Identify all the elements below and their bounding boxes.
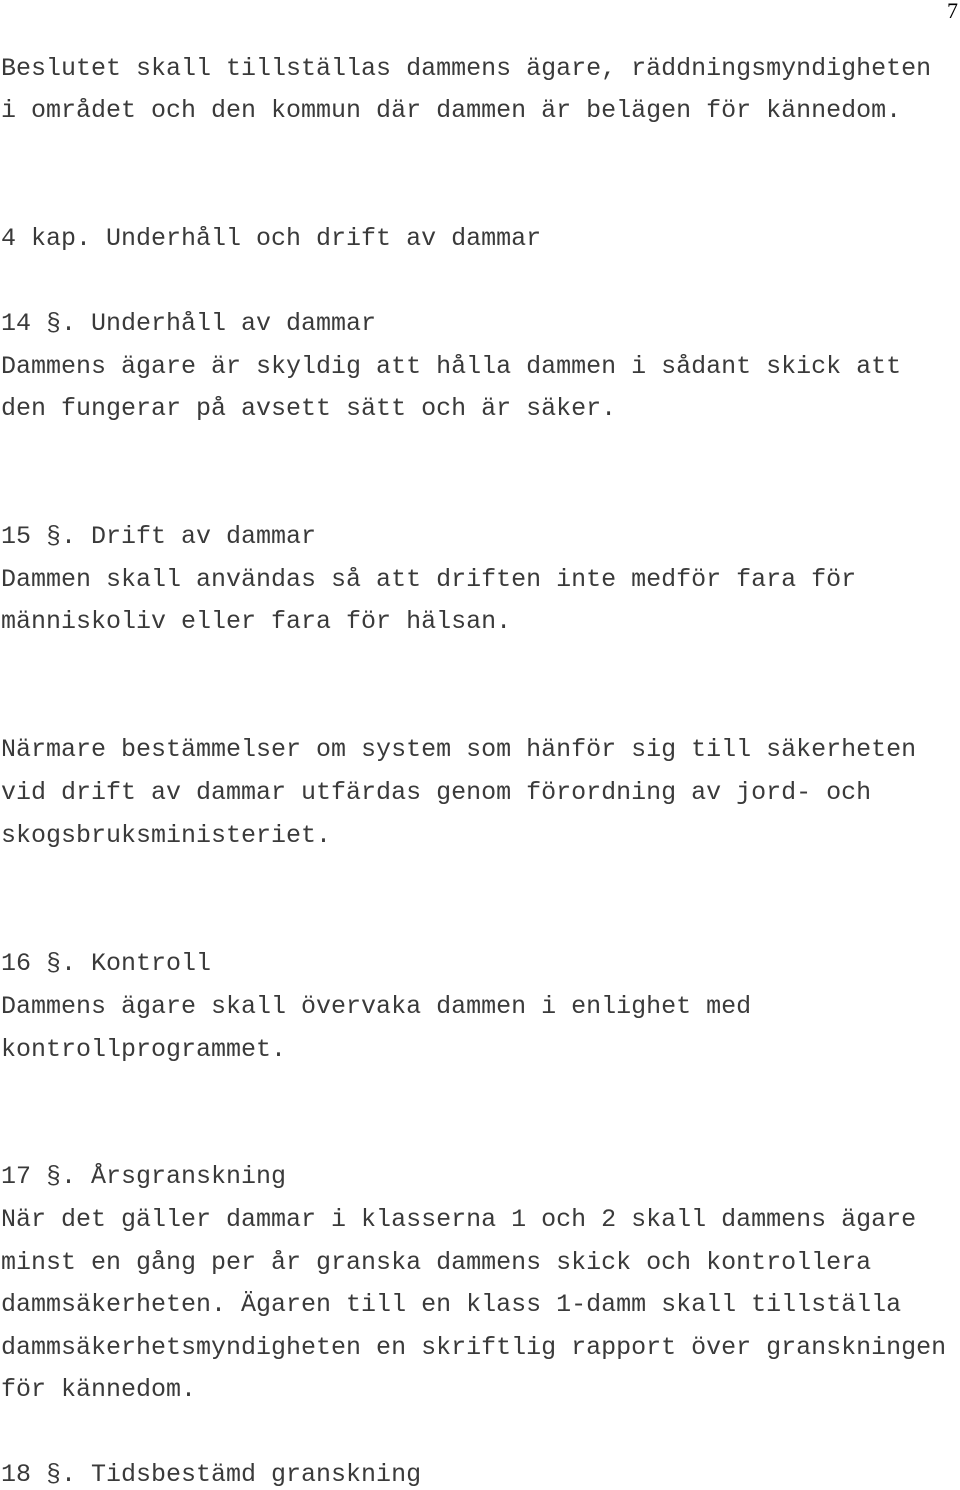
section-heading: 17 §. Årsgranskning — [1, 1162, 287, 1191]
text-line: skogsbruksministeriet. — [1, 821, 332, 850]
text-line: människoliv eller fara för hälsan. — [1, 607, 512, 636]
text-line: Beslutet skall tillställas dammens ägare, räddningsmyndigheten — [1, 54, 932, 83]
text-line: När det gäller dammar i klasserna 1 och 2 skall dammens ägare — [1, 1205, 917, 1234]
text-line: i området och den kommun där dammen är belägen för kännedom. — [1, 96, 902, 125]
text-line: för kännedom. — [1, 1375, 197, 1404]
section-heading: 14 §. Underhåll av dammar — [1, 309, 377, 338]
text-line: dammsäkerheten. Ägaren till en klass 1-damm skall tillställa — [1, 1290, 902, 1319]
text-line: Dammens ägare är skyldig att hålla dammen i sådant skick att — [1, 352, 902, 381]
text-line: kontrollprogrammet. — [1, 1035, 287, 1064]
section-heading: 15 §. Drift av dammar — [1, 522, 317, 551]
chapter-heading: 4 kap. Underhåll och drift av dammar — [1, 224, 542, 253]
text-line: Närmare bestämmelser om system som hänför sig till säkerheten — [1, 735, 917, 764]
page-number: 7 — [947, 0, 958, 23]
section-heading: 16 §. Kontroll — [1, 949, 212, 978]
text-line: dammsäkerhetsmyndigheten en skriftlig rapport över granskningen — [1, 1333, 947, 1362]
text-line: Dammens ägare skall övervaka dammen i enlighet med — [1, 992, 752, 1021]
text-line: den fungerar på avsett sätt och är säker. — [1, 394, 617, 423]
text-line: minst en gång per år granska dammens skick och kontrollera — [1, 1248, 872, 1277]
section-heading: 18 §. Tidsbestämd granskning — [1, 1460, 422, 1489]
text-line: vid drift av dammar utfärdas genom förordning av jord- och — [1, 778, 872, 807]
text-line: Dammen skall användas så att driften inte medför fara för — [1, 565, 857, 594]
